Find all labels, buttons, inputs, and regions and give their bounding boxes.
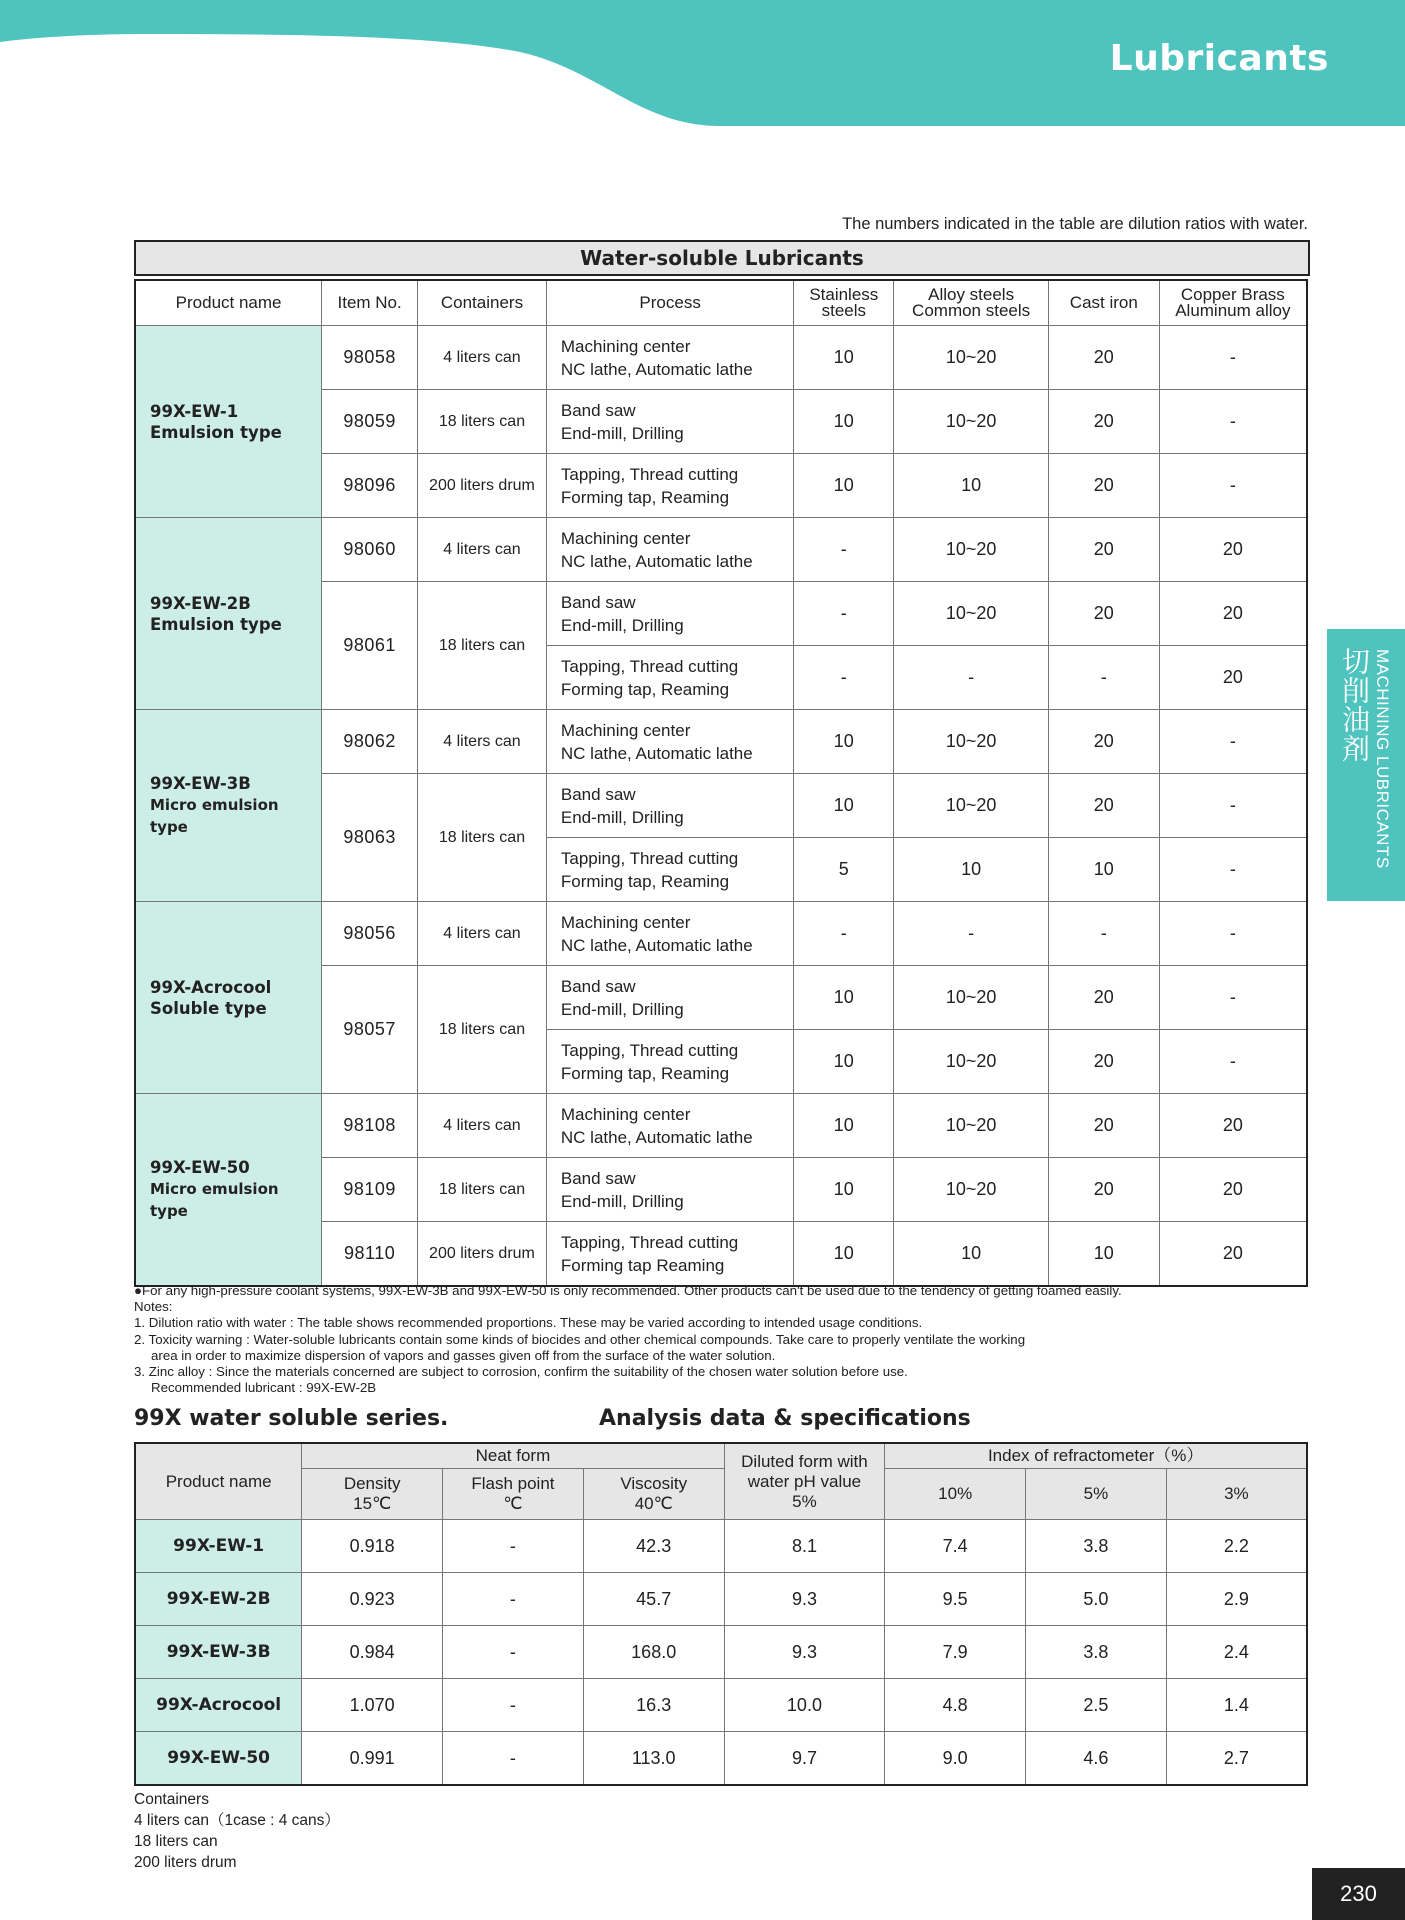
copper-value: 20	[1159, 1094, 1307, 1158]
container: 18 liters can	[418, 390, 547, 454]
container-line: 18 liters can	[134, 1833, 218, 1850]
ph-value: 9.3	[724, 1626, 885, 1679]
alloy-value: 10	[894, 454, 1049, 518]
process: Tapping, Thread cutting Forming tap, Reaming	[546, 838, 793, 902]
copper-value: 20	[1159, 1158, 1307, 1222]
refract-3: 2.7	[1166, 1732, 1307, 1786]
alloy-value: -	[894, 902, 1049, 966]
process: Machining center NC lathe, Automatic lathe	[546, 1094, 793, 1158]
item-no: 98056	[322, 902, 418, 966]
note-2-cont: area in order to maximize dispersion of vapors and gasses given off from the surface of the water solution.	[151, 1347, 776, 1363]
process: Band saw End-mill, Drilling	[546, 1158, 793, 1222]
container: 18 liters can	[418, 774, 547, 902]
cast-value: 20	[1048, 582, 1159, 646]
main-table-title: Water-soluble Lubricants	[134, 240, 1310, 276]
note-1: 1. Dilution ratio with water : The table shows recommended proportions. These may be varied according to intended usage conditions.	[134, 1315, 923, 1331]
copper-value: 20	[1159, 646, 1307, 710]
flash-point: -	[443, 1679, 584, 1732]
item-no: 98110	[322, 1222, 418, 1287]
note-2: 2. Toxicity warning : Water-soluble lubricants contain some kinds of biocides and other chemical compounds. Take care to properly ventilate the working	[134, 1331, 1026, 1347]
container: 4 liters can	[418, 710, 547, 774]
cast-value: 20	[1048, 326, 1159, 390]
refract-5: 2.5	[1026, 1679, 1167, 1732]
product-cell: 99X-EW-2B Emulsion type	[135, 518, 322, 710]
refract-3: 1.4	[1166, 1679, 1307, 1732]
cast-value: -	[1048, 646, 1159, 710]
copper-value: -	[1159, 774, 1307, 838]
spec-header-viscosity: Viscosity 40℃	[583, 1469, 724, 1520]
stainless-value: -	[794, 902, 894, 966]
viscosity: 113.0	[583, 1732, 724, 1786]
foam-warning: ●For any high-pressure coolant systems, 99X-EW-3B and 99X-EW-50 is only recommended. Other products can't be used due to the tendency of getting foamed easily.	[134, 1283, 1122, 1298]
copper-value: -	[1159, 966, 1307, 1030]
process: Machining center NC lathe, Automatic lathe	[546, 326, 793, 390]
refract-5: 4.6	[1026, 1732, 1167, 1786]
flash-point: -	[443, 1573, 584, 1626]
stainless-value: -	[794, 646, 894, 710]
notes-block	[134, 1283, 1334, 1396]
alloy-value: 10~20	[894, 518, 1049, 582]
alloy-value: 10~20	[894, 1094, 1049, 1158]
stainless-value: 10	[794, 454, 894, 518]
process: Tapping, Thread cutting Forming tap, Reaming	[546, 454, 793, 518]
alloy-value: 10~20	[894, 326, 1049, 390]
spec-product: 99X-EW-3B	[135, 1626, 302, 1679]
refract-5: 3.8	[1026, 1520, 1167, 1573]
product-cell: 99X-EW-50 Micro emulsion type	[135, 1094, 322, 1287]
item-no: 98063	[322, 774, 418, 902]
table-row	[135, 1626, 1307, 1679]
note-3-cont: Recommended lubricant : 99X-EW-2B	[151, 1380, 377, 1396]
process: Tapping, Thread cutting Forming tap Reaming	[546, 1222, 793, 1287]
table-row	[135, 326, 1307, 390]
stainless-value: 10	[794, 390, 894, 454]
cast-value: 10	[1048, 1222, 1159, 1287]
spec-header-product: Product name	[135, 1443, 302, 1520]
refract-5: 3.8	[1026, 1626, 1167, 1679]
header-item-no: Item No.	[322, 280, 418, 326]
refract-10: 4.8	[885, 1679, 1026, 1732]
header-copper: Copper Brass Aluminum alloy	[1159, 280, 1307, 326]
container: 4 liters can	[418, 1094, 547, 1158]
container: 4 liters can	[418, 326, 547, 390]
alloy-value: 10~20	[894, 1030, 1049, 1094]
notes-heading: Notes:	[134, 1299, 173, 1315]
refract-5: 5.0	[1026, 1573, 1167, 1626]
table-row	[135, 1679, 1307, 1732]
viscosity: 42.3	[583, 1520, 724, 1573]
ph-value: 8.1	[724, 1520, 885, 1573]
item-no: 98061	[322, 582, 418, 710]
container: 18 liters can	[418, 1158, 547, 1222]
item-no: 98057	[322, 966, 418, 1094]
cast-value: 20	[1048, 774, 1159, 838]
side-tab-japanese: 切削油剤	[1338, 647, 1371, 763]
cast-value: 20	[1048, 518, 1159, 582]
viscosity: 16.3	[583, 1679, 724, 1732]
analysis-title: Analysis data & specifications	[599, 1406, 971, 1431]
copper-value: -	[1159, 838, 1307, 902]
series-title: 99X water soluble series.	[134, 1406, 449, 1431]
cast-value: 10	[1048, 838, 1159, 902]
containers-title: Containers	[134, 1791, 209, 1808]
ph-value: 10.0	[724, 1679, 885, 1732]
refract-10: 9.5	[885, 1573, 1026, 1626]
header-process: Process	[546, 280, 793, 326]
product-cell: 99X-EW-1 Emulsion type	[135, 326, 322, 518]
container: 18 liters can	[418, 966, 547, 1094]
process: Tapping, Thread cutting Forming tap, Reaming	[546, 646, 793, 710]
ph-value: 9.3	[724, 1573, 885, 1626]
alloy-value: -	[894, 646, 1049, 710]
alloy-value: 10	[894, 1222, 1049, 1287]
table-header-row	[135, 280, 1307, 326]
refract-10: 7.4	[885, 1520, 1026, 1573]
cast-value: 20	[1048, 710, 1159, 774]
density: 1.070	[302, 1679, 443, 1732]
cast-value: 20	[1048, 454, 1159, 518]
section-side-tab	[1327, 629, 1405, 901]
specifications-table	[134, 1442, 1308, 1786]
process: Tapping, Thread cutting Forming tap, Reaming	[546, 1030, 793, 1094]
page-number: 230	[1312, 1868, 1405, 1920]
process: Band saw End-mill, Drilling	[546, 582, 793, 646]
copper-value: -	[1159, 390, 1307, 454]
alloy-value: 10~20	[894, 1158, 1049, 1222]
spec-header-3: 3%	[1166, 1469, 1307, 1520]
item-no: 98062	[322, 710, 418, 774]
lubricants-table	[134, 279, 1308, 1287]
stainless-value: 10	[794, 326, 894, 390]
stainless-value: -	[794, 582, 894, 646]
cast-value: 20	[1048, 1030, 1159, 1094]
note-3: 3. Zinc alloy : Since the materials concerned are subject to corrosion, confirm the suitability of the chosen water solution before use.	[134, 1364, 908, 1380]
header-alloy: Alloy steels Common steels	[894, 280, 1049, 326]
spec-header-row	[135, 1443, 1307, 1469]
copper-value: -	[1159, 902, 1307, 966]
spec-header-5: 5%	[1026, 1469, 1167, 1520]
container: 4 liters can	[418, 518, 547, 582]
alloy-value: 10~20	[894, 966, 1049, 1030]
density: 0.991	[302, 1732, 443, 1786]
container-line: 200 liters drum	[134, 1854, 237, 1871]
stainless-value: 10	[794, 1094, 894, 1158]
spec-header-10: 10%	[885, 1469, 1026, 1520]
item-no: 98059	[322, 390, 418, 454]
cast-value: 20	[1048, 1158, 1159, 1222]
item-no: 98096	[322, 454, 418, 518]
viscosity: 45.7	[583, 1573, 724, 1626]
refract-3: 2.2	[1166, 1520, 1307, 1573]
copper-value: 20	[1159, 582, 1307, 646]
stainless-value: 10	[794, 966, 894, 1030]
process: Band saw End-mill, Drilling	[546, 966, 793, 1030]
container: 200 liters drum	[418, 1222, 547, 1287]
stainless-value: 5	[794, 838, 894, 902]
copper-value: -	[1159, 454, 1307, 518]
process: Band saw End-mill, Drilling	[546, 390, 793, 454]
cast-value: 20	[1048, 966, 1159, 1030]
item-no: 98060	[322, 518, 418, 582]
product-cell: 99X-EW-3B Micro emulsion type	[135, 710, 322, 902]
item-no: 98058	[322, 326, 418, 390]
header-stainless: Stainless steels	[794, 280, 894, 326]
spec-header-neat: Neat form	[302, 1443, 724, 1469]
ph-value: 9.7	[724, 1732, 885, 1786]
density: 0.918	[302, 1520, 443, 1573]
process: Machining center NC lathe, Automatic lathe	[546, 902, 793, 966]
containers-note	[134, 1789, 340, 1873]
copper-value: 20	[1159, 1222, 1307, 1287]
copper-value: -	[1159, 710, 1307, 774]
refract-10: 9.0	[885, 1732, 1026, 1786]
alloy-value: 10~20	[894, 390, 1049, 454]
process: Machining center NC lathe, Automatic lathe	[546, 710, 793, 774]
alloy-value: 10~20	[894, 774, 1049, 838]
spec-subheader-row	[135, 1469, 1307, 1520]
stainless-value: 10	[794, 1222, 894, 1287]
container: 200 liters drum	[418, 454, 547, 518]
spec-product: 99X-EW-50	[135, 1732, 302, 1786]
stainless-value: 10	[794, 774, 894, 838]
stainless-value: 10	[794, 1030, 894, 1094]
page-title: Lubricants	[1109, 38, 1329, 79]
table-row	[135, 1573, 1307, 1626]
table-row	[135, 1520, 1307, 1573]
spec-product: 99X-EW-2B	[135, 1573, 302, 1626]
copper-value: -	[1159, 1030, 1307, 1094]
container-line: 4 liters can（1case : 4 cans）	[134, 1812, 340, 1829]
density: 0.984	[302, 1626, 443, 1679]
process: Machining center NC lathe, Automatic lathe	[546, 518, 793, 582]
refract-3: 2.4	[1166, 1626, 1307, 1679]
stainless-value: 10	[794, 1158, 894, 1222]
cast-value: -	[1048, 902, 1159, 966]
spec-product: 99X-Acrocool	[135, 1679, 302, 1732]
product-cell: 99X-Acrocool Soluble type	[135, 902, 322, 1094]
refract-10: 7.9	[885, 1626, 1026, 1679]
process: Band saw End-mill, Drilling	[546, 774, 793, 838]
table-row	[135, 1094, 1307, 1158]
spec-product: 99X-EW-1	[135, 1520, 302, 1573]
density: 0.923	[302, 1573, 443, 1626]
refract-3: 2.9	[1166, 1573, 1307, 1626]
flash-point: -	[443, 1626, 584, 1679]
spec-header-flash: Flash point ℃	[443, 1469, 584, 1520]
stainless-value: -	[794, 518, 894, 582]
header-cast-iron: Cast iron	[1048, 280, 1159, 326]
spec-header-index: Index of refractometer（%）	[885, 1443, 1307, 1469]
dilution-note: The numbers indicated in the table are dilution ratios with water.	[842, 215, 1308, 233]
container: 4 liters can	[418, 902, 547, 966]
side-tab-english: MACHINING LUBRICANTS	[1373, 649, 1392, 869]
alloy-value: 10	[894, 838, 1049, 902]
flash-point: -	[443, 1732, 584, 1786]
spec-header-density: Density 15℃	[302, 1469, 443, 1520]
copper-value: -	[1159, 326, 1307, 390]
flash-point: -	[443, 1520, 584, 1573]
cast-value: 20	[1048, 1094, 1159, 1158]
cast-value: 20	[1048, 390, 1159, 454]
table-row	[135, 1732, 1307, 1786]
header-product: Product name	[135, 280, 322, 326]
copper-value: 20	[1159, 518, 1307, 582]
spec-header-diluted: Diluted form with water pH value 5%	[724, 1443, 885, 1520]
item-no: 98108	[322, 1094, 418, 1158]
header-containers: Containers	[418, 280, 547, 326]
viscosity: 168.0	[583, 1626, 724, 1679]
alloy-value: 10~20	[894, 582, 1049, 646]
item-no: 98109	[322, 1158, 418, 1222]
container: 18 liters can	[418, 582, 547, 710]
alloy-value: 10~20	[894, 710, 1049, 774]
stainless-value: 10	[794, 710, 894, 774]
